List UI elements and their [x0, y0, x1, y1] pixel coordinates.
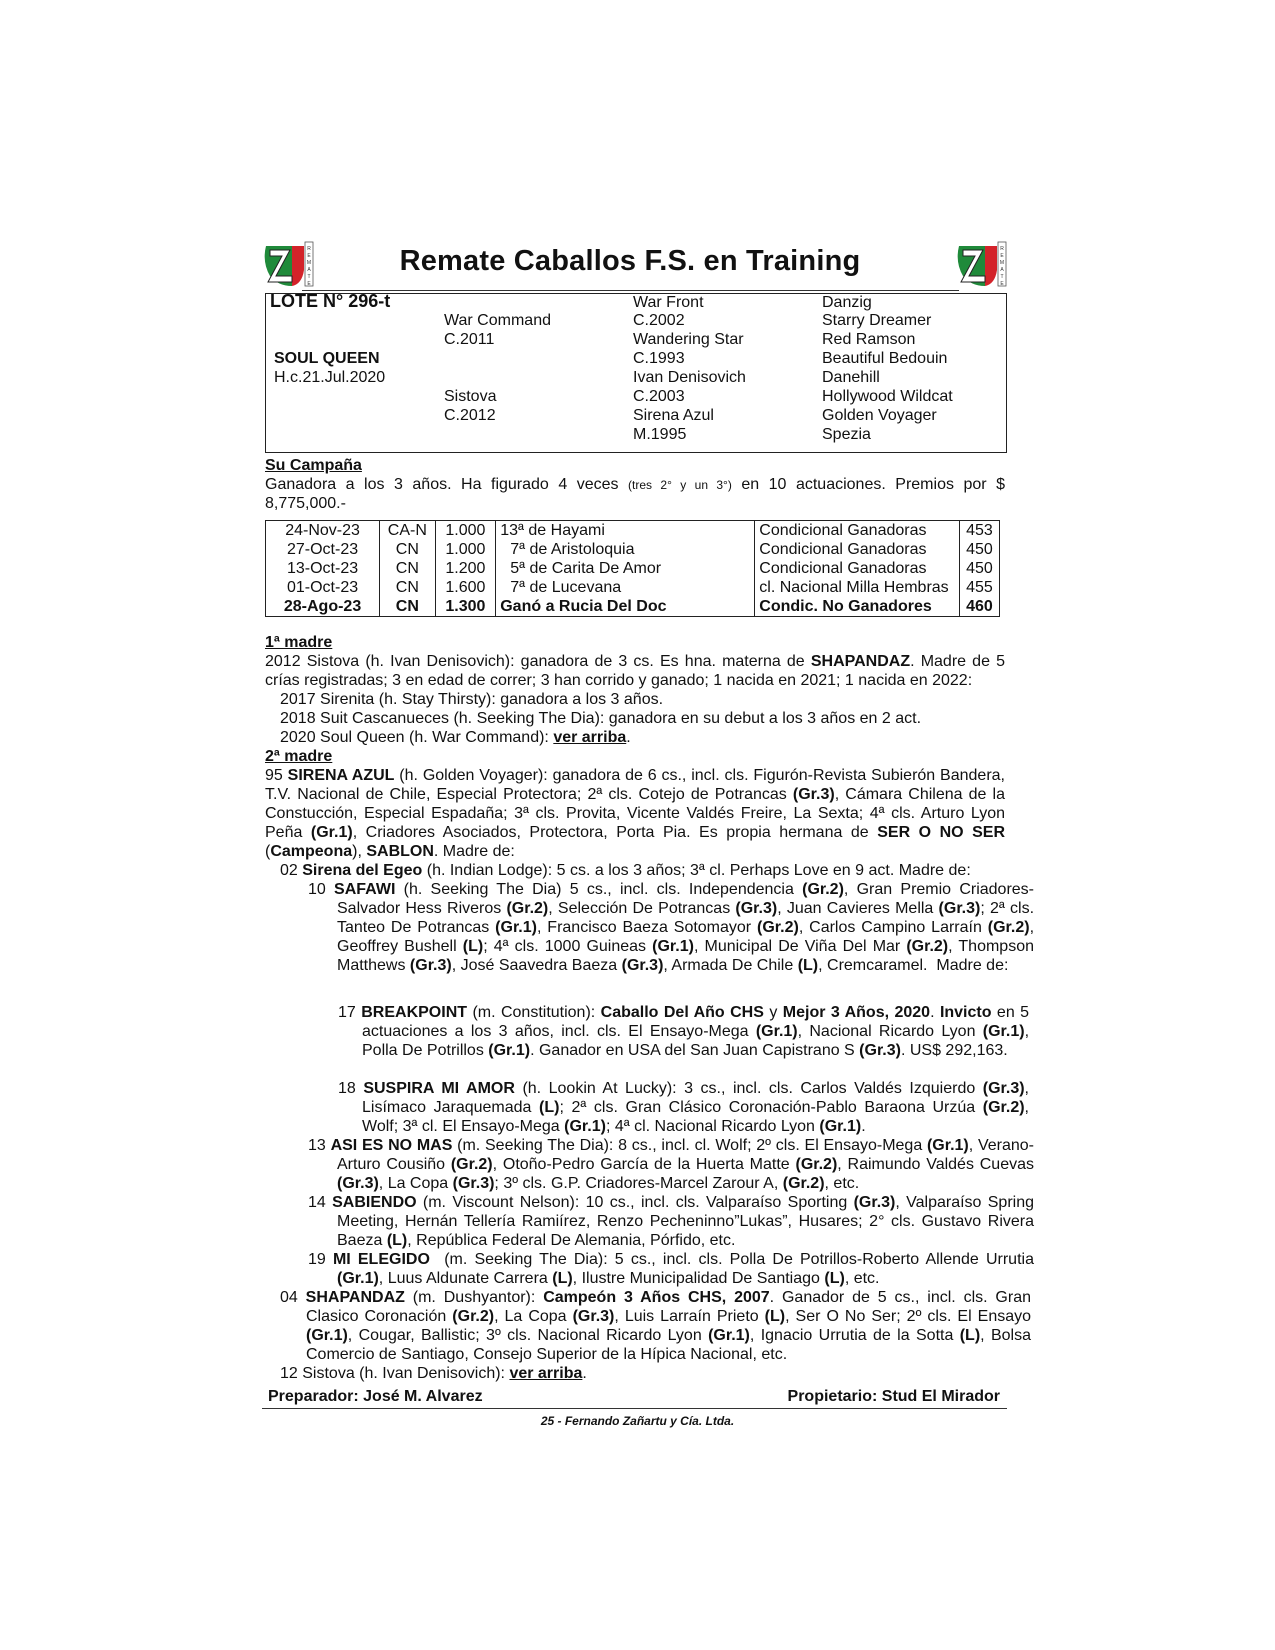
- race-result: 5ª de Carita De Amor: [496, 559, 755, 578]
- svg-text:R: R: [1000, 246, 1004, 252]
- race-row: [266, 578, 1000, 597]
- svg-text:T: T: [1000, 274, 1004, 280]
- race-dist: 1.200: [435, 559, 496, 578]
- gen2-entry: War Front: [633, 294, 704, 311]
- svg-text:R: R: [307, 246, 311, 252]
- produce-entry: 14 SABIENDO (m. Viscount Nelson): 10 cs., incl. cls. Valparaíso Sporting (Gr.3), Valparaíso Spring Meeting, Hernán Tellería Ramiírez, Renzo Pecheninno”Lukas”, Husares; 2° cls. Gustavo Rivera Baeza (L), República Federal De Alemania, Pórfido, etc.: [308, 1194, 1035, 1249]
- campaign-prize: 8,775,000.-: [265, 495, 346, 512]
- race-row: [266, 521, 1000, 541]
- company-logo-right: [955, 240, 1007, 288]
- svg-text:A: A: [1000, 267, 1004, 273]
- race-dist: 1.300: [435, 597, 496, 617]
- produce-entry: [280, 1364, 587, 1383]
- page-footer: 25 - Fernando Zañartu y Cía. Ltda.: [540, 1414, 735, 1428]
- produce-entry: 10 SAFAWI (h. Seeking The Dia) 5 cs., incl. cls. Independencia (Gr.2), Gran Premio Criadores-Salvador Hess Riveros (Gr.2), Selección De Potrancas (Gr.3), Juan Cavieres Mella (Gr.3); 2ª cls. Tanteo De Potrancas (Gr.1), Francisco Baeza Sotomayor (Gr.2), Carlos Campino Larraín (Gr.2), Geoffrey Bushell (L); 4ª cls. 1000 Guineas (Gr.1), Municipal De Viña Del Mar (Gr.2), Thompson Matthews (Gr.3), José Saavedra Baeza (Gr.3), Armada De Chile (L), Cremcaramel. Madre de:: [308, 881, 1035, 974]
- dam-text: 2012 Sistova (h. Ivan Denisovich): ganadora de 3 cs. Es hna. materna de: [265, 653, 811, 670]
- race-result: 13ª de Hayami: [496, 521, 755, 541]
- race-track: CN: [380, 559, 436, 578]
- pedigree-box: [265, 293, 1007, 453]
- first-dam-paragraph: [265, 652, 1005, 690]
- svg-text:E: E: [307, 281, 311, 287]
- footer-divider: [262, 1408, 1007, 1409]
- race-weight: 450: [959, 559, 999, 578]
- gen3-entry: Golden Voyager: [822, 407, 937, 424]
- race-result: 7ª de Aristoloquia: [496, 540, 755, 559]
- produce-entry: 18 SUSPIRA MI AMOR (h. Lookin At Lucky): 3 cs., incl. cls. Carlos Valdés Izquierdo (Gr.3), Lisímaco Jaraquemada (L); 2ª cls. Gran Clásico Coronación-Pablo Baraona Urzúa (Gr.2), Wolf; 3ª cl. El Ensayo-Mega (Gr.1); 4ª cl. Nacional Ricardo Lyon (Gr.1).: [338, 1080, 1029, 1135]
- see-above-link[interactable]: ver arriba: [509, 1365, 583, 1382]
- second-dam-paragraph: 95 SIRENA AZUL (h. Golden Voyager): ganadora de 6 cs., incl. cls. Figurón-Revista Subierón Bandera, T.V. Nacional de Chile, Especial Protectora; 2ª cls. Cotejo de Potrancas (Gr.3), Cámara Chilena de la Constucción, Especial Espadaña; 3ª cls. Provita, Vicente Valdés Freire, La Sexta; 4ª cls. Arturo Lyon Peña (Gr.1), Criadores Asociados, Protectora, Porta Pia. Es propia hermana de SER O NO SER (Campeona), SABLON. Madre de:: [265, 767, 1006, 860]
- campaign-summary: [265, 475, 1005, 495]
- produce-text: 2020 Soul Queen (h. War Command):: [280, 729, 554, 746]
- race-track: CN: [380, 578, 436, 597]
- race-race: Condicional Ganadoras: [755, 521, 960, 541]
- race-dist: 1.600: [435, 578, 496, 597]
- race-date: 24-Nov-23: [266, 521, 380, 541]
- race-date: 13-Oct-23: [266, 559, 380, 578]
- gen3-entry: Beautiful Bedouin: [822, 350, 948, 367]
- produce-entry: 2018 Suit Cascanueces (h. Seeking The Dia): ganadora en su debut a los 3 años en 2 act.: [280, 710, 922, 727]
- title-divider: [302, 290, 959, 291]
- campaign-text: en 10 actuaciones. Premios por $: [741, 476, 1005, 493]
- gen3-entry: Danzig: [822, 294, 872, 311]
- svg-text:T: T: [307, 274, 311, 280]
- produce-text: .: [626, 729, 631, 746]
- dam-text: . Madre de 5 crías registradas; 3 en edad de correr; 3 han corrido y ganado; 1 nacida en 2021; 1 nacida en 2022:: [265, 653, 1006, 689]
- race-track: CN: [380, 540, 436, 559]
- svg-text:E: E: [307, 253, 311, 259]
- sire-name: War Command: [444, 312, 551, 329]
- race-weight: 450: [959, 540, 999, 559]
- svg-text:A: A: [307, 267, 311, 273]
- race-dist: 1.000: [435, 521, 496, 541]
- trainer: Preparador: José M. Alvarez: [268, 1388, 483, 1405]
- race-track: CN: [380, 597, 436, 617]
- race-result: 7ª de Lucevana: [496, 578, 755, 597]
- race-date: 27-Oct-23: [266, 540, 380, 559]
- produce-entry: 2017 Sirenita (h. Stay Thirsty): ganadora a los 3 años.: [280, 691, 664, 708]
- horse-info: H.c.21.Jul.2020: [274, 369, 386, 386]
- gen2-entry: C.1993: [633, 350, 685, 367]
- race-table: [265, 520, 1000, 617]
- gen2-entry: Wandering Star: [633, 331, 744, 348]
- race-race: Condic. No Ganadores: [755, 597, 960, 617]
- page-title: Remate Caballos F.S. en Training: [399, 245, 861, 277]
- race-track: CA-N: [380, 521, 436, 541]
- gen2-entry: C.2002: [633, 312, 685, 329]
- sire-info: C.2011: [444, 331, 495, 348]
- race-race: Condicional Ganadoras: [755, 540, 960, 559]
- produce-entry: 17 BREAKPOINT (m. Constitution): Caballo Del Año CHS y Mejor 3 Años, 2020. Invicto en 5 actuaciones a los 3 años, incl. cls. El Ensayo-Mega (Gr.1), Nacional Ricardo Lyon (Gr.1), Polla De Potrillos (Gr.1). Ganador en USA del San Juan Capistrano S (Gr.3). US$ 292,163.: [338, 1004, 1030, 1059]
- race-row: [266, 559, 1000, 578]
- gen3-entry: Spezia: [822, 426, 871, 443]
- race-date: 28-Ago-23: [266, 597, 380, 617]
- gen2-entry: C.2003: [633, 388, 685, 405]
- race-weight: 455: [959, 578, 999, 597]
- svg-text:M: M: [306, 260, 312, 266]
- see-above-link[interactable]: ver arriba: [553, 729, 627, 746]
- svg-text:E: E: [1000, 281, 1004, 287]
- race-result: Ganó a Rucia Del Doc: [496, 597, 755, 617]
- gen2-entry: Sirena Azul: [633, 407, 714, 424]
- produce-entry: 13 ASI ES NO MAS (m. Seeking The Dia): 8 cs., incl. cl. Wolf; 2º cls. El Ensayo-Mega (Gr.1), Verano-Arturo Cousiño (Gr.2), Otoño-Pedro García de la Huerta Matte (Gr.2), Raimundo Valdés Cuevas (Gr.3), La Copa (Gr.3); 3º cls. G.P. Criadores-Marcel Zarour A, (Gr.2), etc.: [308, 1137, 1035, 1192]
- race-row: [266, 597, 1000, 617]
- gen3-entry: Starry Dreamer: [822, 312, 932, 329]
- race-race: Condicional Ganadoras: [755, 559, 960, 578]
- produce-entry: 02 Sirena del Egeo (h. Indian Lodge): 5 cs. a los 3 años; 3ª cl. Perhaps Love en 9 act. Madre de:: [280, 862, 971, 879]
- owner: Propietario: Stud El Mirador: [787, 1388, 1000, 1405]
- produce-entry: 19 MI ELEGIDO (m. Seeking The Dia): 5 cs., incl. cls. Polla De Potrillos-Roberto Allende Urrutia (Gr.1), Luus Aldunate Carrera (L), Ilustre Municipalidad De Santiago (L), etc.: [308, 1251, 1034, 1287]
- campaign-placings: (tres 2° y un 3°): [628, 478, 732, 492]
- race-weight: 460: [959, 597, 999, 617]
- lot-label: LOTE N° 296-t: [270, 291, 391, 311]
- race-date: 01-Oct-23: [266, 578, 380, 597]
- dam-name: Sistova: [444, 388, 497, 405]
- gen3-entry: Hollywood Wildcat: [822, 388, 953, 405]
- campaign-text: Ganadora a los 3 años. Ha figurado 4 veces: [265, 476, 619, 493]
- horse-name: SOUL QUEEN: [274, 350, 380, 367]
- race-race: cl. Nacional Milla Hembras: [755, 578, 960, 597]
- race-row: [266, 540, 1000, 559]
- sibling-name: SHAPANDAZ: [810, 653, 911, 670]
- gen3-entry: Red Ramson: [822, 331, 916, 348]
- produce-entry: 04 SHAPANDAZ (m. Dushyantor): Campeón 3 Años CHS, 2007. Ganador de 5 cs., incl. cls. Gran Clasico Coronación (Gr.2), La Copa (Gr.3), Luis Larraín Prieto (L), Ser O No Ser; 2º cls. El Ensayo (Gr.1), Cougar, Ballistic; 3º cls. Nacional Ricardo Lyon (Gr.1), Ignacio Urrutia de la Sotta (L), Bolsa Comercio de Santiago, Consejo Superior de la Hípica Nacional, etc.: [280, 1289, 1032, 1363]
- dam-info: C.2012: [444, 407, 496, 424]
- first-dam-heading: 1ª madre: [265, 634, 333, 651]
- race-dist: 1.000: [435, 540, 496, 559]
- produce-text: .: [582, 1365, 587, 1382]
- gen2-entry: Ivan Denisovich: [633, 369, 746, 386]
- gen2-entry: M.1995: [633, 426, 687, 443]
- produce-text: 12 Sistova (h. Ivan Denisovich):: [280, 1365, 510, 1382]
- second-dam-heading: 2ª madre: [265, 748, 333, 765]
- race-weight: 453: [959, 521, 999, 541]
- produce-entry: [280, 728, 631, 747]
- gen3-entry: Danehill: [822, 369, 880, 386]
- svg-text:E: E: [1000, 253, 1004, 259]
- campaign-heading: Su Campaña: [265, 457, 362, 474]
- svg-text:M: M: [999, 260, 1005, 266]
